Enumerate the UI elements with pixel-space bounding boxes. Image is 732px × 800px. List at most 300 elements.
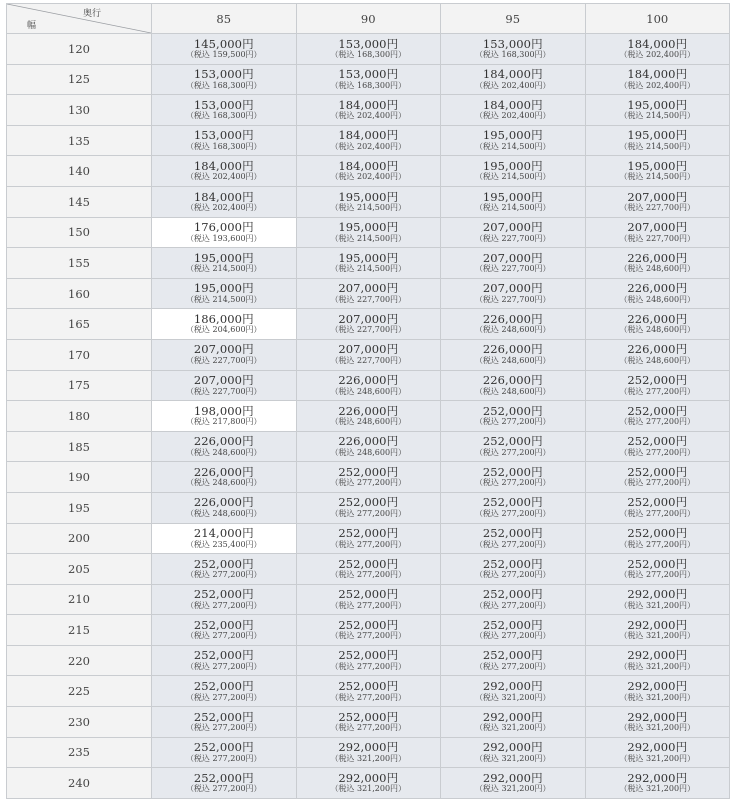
width-cell: 225: [7, 676, 152, 707]
tax-included-text: （税込 227,700円）: [330, 355, 407, 365]
tax-included-text: （税込 235,400円）: [185, 539, 262, 549]
price-text: 252,000円: [627, 403, 688, 418]
price-cell: [152, 156, 297, 187]
price-text: 186,000円: [193, 311, 254, 326]
price-text: 207,000円: [338, 342, 399, 357]
tax-included-text: （税込 277,200円）: [185, 661, 262, 671]
tax-included-text: （税込 248,600円）: [619, 264, 696, 274]
price-text: 252,000円: [338, 526, 399, 541]
price-cell: [152, 95, 297, 126]
table-row: [7, 676, 730, 707]
price-cell: [296, 125, 441, 156]
price-text: 292,000円: [338, 770, 399, 785]
price-text: 195,000円: [627, 97, 688, 112]
tax-included-text: （税込 277,200円）: [185, 753, 262, 763]
tax-included-text: （税込 321,200円）: [474, 784, 551, 794]
price-text: 292,000円: [338, 740, 399, 755]
price-text: 252,000円: [338, 464, 399, 479]
price-cell: [296, 645, 441, 676]
price-text: 184,000円: [193, 158, 254, 173]
tax-included-text: （税込 277,200円）: [474, 631, 551, 641]
width-cell: 135: [7, 125, 152, 156]
tax-included-text: （税込 277,200円）: [474, 570, 551, 580]
price-cell: [441, 768, 586, 799]
price-cell: [152, 615, 297, 646]
price-text: 195,000円: [482, 189, 543, 204]
price-text: 198,000円: [193, 403, 254, 418]
tax-included-text: （税込 227,700円）: [619, 233, 696, 243]
price-text: 184,000円: [627, 36, 688, 51]
tax-included-text: （税込 248,600円）: [185, 508, 262, 518]
tax-included-text: （税込 227,700円）: [619, 203, 696, 213]
price-cell: [152, 492, 297, 523]
price-text: 184,000円: [627, 67, 688, 82]
depth-label: 奥行: [82, 9, 101, 19]
price-text: 195,000円: [338, 220, 399, 235]
table-row: [7, 645, 730, 676]
tax-included-text: （税込 277,200円）: [330, 723, 407, 733]
price-cell: [441, 554, 586, 585]
price-cell: [296, 339, 441, 370]
table-row: [7, 186, 730, 217]
tax-included-text: （税込 321,200円）: [619, 692, 696, 702]
tax-included-text: （税込 168,300円）: [330, 80, 407, 90]
price-text: 153,000円: [338, 36, 399, 51]
price-text: 153,000円: [482, 36, 543, 51]
tax-included-text: （税込 277,200円）: [619, 478, 696, 488]
price-cell: [296, 95, 441, 126]
price-cell: [441, 492, 586, 523]
price-text: 292,000円: [627, 740, 688, 755]
tax-included-text: （税込 277,200円）: [474, 661, 551, 671]
tax-included-text: （税込 277,200円）: [330, 478, 407, 488]
price-text: 184,000円: [338, 97, 399, 112]
price-cell: [585, 64, 730, 95]
price-cell: [585, 34, 730, 65]
price-cell: [296, 676, 441, 707]
tax-included-text: （税込 321,200円）: [619, 661, 696, 671]
price-cell: [441, 645, 586, 676]
price-cell: [585, 462, 730, 493]
price-cell: [441, 615, 586, 646]
price-cell: [585, 492, 730, 523]
price-cell: [296, 401, 441, 432]
tax-included-text: （税込 248,600円）: [619, 325, 696, 335]
price-cell: [441, 186, 586, 217]
tax-included-text: （税込 168,300円）: [185, 141, 262, 151]
table-row: [7, 554, 730, 585]
price-cell: [441, 34, 586, 65]
price-cell: [441, 401, 586, 432]
price-cell: [585, 309, 730, 340]
price-text: 207,000円: [193, 342, 254, 357]
price-text: 226,000円: [627, 311, 688, 326]
price-text: 252,000円: [627, 495, 688, 510]
price-text: 226,000円: [338, 373, 399, 388]
tax-included-text: （税込 277,200円）: [330, 570, 407, 580]
price-text: 226,000円: [482, 342, 543, 357]
width-cell: 155: [7, 248, 152, 279]
price-cell: [585, 615, 730, 646]
tax-included-text: （税込 227,700円）: [185, 355, 262, 365]
price-text: 184,000円: [482, 97, 543, 112]
tax-included-text: （税込 321,200円）: [474, 753, 551, 763]
tax-included-text: （税込 214,500円）: [474, 141, 551, 151]
tax-included-text: （税込 202,400円）: [619, 50, 696, 60]
depth-header: 85: [152, 4, 297, 34]
price-text: 292,000円: [627, 679, 688, 694]
price-cell: [441, 217, 586, 248]
price-text: 184,000円: [193, 189, 254, 204]
width-cell: 180: [7, 401, 152, 432]
tax-included-text: （税込 277,200円）: [185, 784, 262, 794]
tax-included-text: （税込 277,200円）: [185, 600, 262, 610]
price-text: 292,000円: [627, 648, 688, 663]
price-text: 252,000円: [627, 373, 688, 388]
price-text: 252,000円: [482, 556, 543, 571]
tax-included-text: （税込 214,500円）: [619, 141, 696, 151]
tax-included-text: （税込 202,400円）: [330, 141, 407, 151]
price-text: 195,000円: [627, 158, 688, 173]
price-text: 153,000円: [193, 67, 254, 82]
price-text: 207,000円: [482, 250, 543, 265]
tax-included-text: （税込 202,400円）: [330, 111, 407, 121]
price-text: 195,000円: [193, 250, 254, 265]
tax-included-text: （税込 227,700円）: [474, 294, 551, 304]
price-cell: [441, 737, 586, 768]
price-cell: [585, 339, 730, 370]
tax-included-text: （税込 202,400円）: [474, 111, 551, 121]
table-row: [7, 584, 730, 615]
price-cell: [296, 554, 441, 585]
tax-included-text: （税込 248,600円）: [619, 294, 696, 304]
price-cell: [296, 217, 441, 248]
table-row: [7, 431, 730, 462]
price-text: 292,000円: [482, 770, 543, 785]
width-cell: 195: [7, 492, 152, 523]
tax-included-text: （税込 321,200円）: [619, 723, 696, 733]
price-text: 252,000円: [193, 587, 254, 602]
price-text: 292,000円: [627, 770, 688, 785]
table-row: [7, 768, 730, 799]
tax-included-text: （税込 277,200円）: [619, 570, 696, 580]
tax-included-text: （税込 227,700円）: [474, 264, 551, 274]
width-cell: 175: [7, 370, 152, 401]
price-cell: [152, 768, 297, 799]
tax-included-text: （税込 277,200円）: [474, 447, 551, 457]
width-cell: 120: [7, 34, 152, 65]
price-text: 252,000円: [338, 648, 399, 663]
price-text: 145,000円: [193, 36, 254, 51]
price-text: 292,000円: [627, 617, 688, 632]
price-cell: [152, 278, 297, 309]
price-cell: [585, 676, 730, 707]
table-row: [7, 462, 730, 493]
tax-included-text: （税込 202,400円）: [185, 172, 262, 182]
table-row: [7, 401, 730, 432]
tax-included-text: （税込 202,400円）: [619, 80, 696, 90]
price-text: 252,000円: [338, 617, 399, 632]
price-text: 207,000円: [627, 189, 688, 204]
table-row: [7, 523, 730, 554]
price-text: 292,000円: [482, 709, 543, 724]
price-cell: [585, 370, 730, 401]
price-cell: [296, 768, 441, 799]
price-text: 195,000円: [193, 281, 254, 296]
price-cell: [441, 707, 586, 738]
price-text: 252,000円: [193, 679, 254, 694]
tax-included-text: （税込 277,200円）: [619, 447, 696, 457]
tax-included-text: （税込 248,600円）: [474, 355, 551, 365]
price-text: 252,000円: [627, 434, 688, 449]
tax-included-text: （税込 248,600円）: [185, 478, 262, 488]
tax-included-text: （税込 277,200円）: [185, 570, 262, 580]
price-cell: [296, 707, 441, 738]
tax-included-text: （税込 202,400円）: [185, 203, 262, 213]
price-cell: [585, 554, 730, 585]
width-cell: 205: [7, 554, 152, 585]
price-text: 226,000円: [193, 464, 254, 479]
price-text: 214,000円: [193, 526, 254, 541]
width-cell: 235: [7, 737, 152, 768]
tax-included-text: （税込 193,600円）: [185, 233, 262, 243]
price-text: 153,000円: [193, 97, 254, 112]
tax-included-text: （税込 248,600円）: [330, 447, 407, 457]
price-cell: [152, 217, 297, 248]
price-text: 184,000円: [482, 67, 543, 82]
price-text: 153,000円: [193, 128, 254, 143]
tax-included-text: （税込 277,200円）: [330, 631, 407, 641]
price-text: 207,000円: [482, 220, 543, 235]
tax-included-text: （税込 202,400円）: [474, 80, 551, 90]
price-cell: [152, 554, 297, 585]
price-cell: [585, 431, 730, 462]
price-text: 226,000円: [627, 250, 688, 265]
price-cell: [296, 34, 441, 65]
price-cell: [585, 768, 730, 799]
price-cell: [296, 309, 441, 340]
width-cell: 240: [7, 768, 152, 799]
price-text: 252,000円: [193, 617, 254, 632]
price-cell: [152, 339, 297, 370]
tax-included-text: （税込 168,300円）: [185, 111, 262, 121]
tax-included-text: （税込 248,600円）: [330, 417, 407, 427]
price-cell: [152, 34, 297, 65]
depth-header: 100: [585, 4, 730, 34]
price-text: 226,000円: [193, 495, 254, 510]
price-text: 252,000円: [627, 464, 688, 479]
tax-included-text: （税込 227,700円）: [474, 233, 551, 243]
width-cell: 130: [7, 95, 152, 126]
price-text: 207,000円: [193, 373, 254, 388]
tax-included-text: （税込 227,700円）: [330, 325, 407, 335]
price-cell: [296, 584, 441, 615]
price-cell: [152, 370, 297, 401]
price-text: 226,000円: [338, 434, 399, 449]
width-cell: 125: [7, 64, 152, 95]
table-row: [7, 248, 730, 279]
price-table: [6, 3, 730, 799]
price-text: 252,000円: [482, 648, 543, 663]
tax-included-text: （税込 214,500円）: [619, 172, 696, 182]
tax-included-text: （税込 277,200円）: [330, 539, 407, 549]
price-cell: [585, 156, 730, 187]
tax-included-text: （税込 277,200円）: [619, 539, 696, 549]
width-cell: 230: [7, 707, 152, 738]
tax-included-text: （税込 277,200円）: [474, 539, 551, 549]
price-cell: [585, 707, 730, 738]
price-cell: [441, 584, 586, 615]
tax-included-text: （税込 277,200円）: [474, 478, 551, 488]
tax-included-text: （税込 214,500円）: [474, 172, 551, 182]
width-cell: 185: [7, 431, 152, 462]
price-cell: [296, 431, 441, 462]
price-text: 292,000円: [627, 587, 688, 602]
price-cell: [296, 370, 441, 401]
tax-included-text: （税込 159,500円）: [185, 50, 262, 60]
price-cell: [585, 217, 730, 248]
price-cell: [585, 645, 730, 676]
tax-included-text: （税込 277,200円）: [619, 386, 696, 396]
tax-included-text: （税込 277,200円）: [185, 631, 262, 641]
width-label: 幅: [27, 21, 37, 31]
price-text: 292,000円: [482, 740, 543, 755]
tax-included-text: （税込 214,500円）: [330, 203, 407, 213]
table-row: [7, 737, 730, 768]
width-cell: 165: [7, 309, 152, 340]
price-cell: [585, 95, 730, 126]
tax-included-text: （税込 277,200円）: [474, 600, 551, 610]
price-text: 252,000円: [338, 556, 399, 571]
tax-included-text: （税込 214,500円）: [619, 111, 696, 121]
price-cell: [152, 186, 297, 217]
price-text: 226,000円: [627, 281, 688, 296]
price-text: 252,000円: [482, 617, 543, 632]
price-cell: [152, 125, 297, 156]
tax-included-text: （税込 248,600円）: [474, 386, 551, 396]
tax-included-text: （税込 321,200円）: [619, 784, 696, 794]
tax-included-text: （税込 214,500円）: [185, 264, 262, 274]
price-cell: [441, 462, 586, 493]
price-text: 195,000円: [338, 250, 399, 265]
price-cell: [441, 248, 586, 279]
table-row: [7, 64, 730, 95]
table-row: [7, 492, 730, 523]
table-row: [7, 95, 730, 126]
price-text: 207,000円: [338, 281, 399, 296]
price-cell: [152, 431, 297, 462]
price-cell: [296, 156, 441, 187]
width-cell: 215: [7, 615, 152, 646]
tax-included-text: （税込 277,200円）: [474, 508, 551, 518]
width-cell: 145: [7, 186, 152, 217]
price-text: 195,000円: [627, 128, 688, 143]
price-cell: [441, 278, 586, 309]
price-cell: [441, 309, 586, 340]
price-text: 226,000円: [338, 403, 399, 418]
price-text: 252,000円: [482, 587, 543, 602]
width-cell: 150: [7, 217, 152, 248]
price-text: 252,000円: [338, 587, 399, 602]
width-cell: 220: [7, 645, 152, 676]
price-text: 207,000円: [338, 311, 399, 326]
tax-included-text: （税込 248,600円）: [330, 386, 407, 396]
tax-included-text: （税込 202,400円）: [330, 172, 407, 182]
tax-included-text: （税込 227,700円）: [185, 386, 262, 396]
price-cell: [441, 64, 586, 95]
price-cell: [152, 64, 297, 95]
tax-included-text: （税込 321,200円）: [619, 753, 696, 763]
tax-included-text: （税込 248,600円）: [619, 355, 696, 365]
tax-included-text: （税込 321,200円）: [474, 723, 551, 733]
tax-included-text: （税込 321,200円）: [619, 631, 696, 641]
width-cell: 170: [7, 339, 152, 370]
price-text: 184,000円: [338, 158, 399, 173]
tax-included-text: （税込 277,200円）: [185, 723, 262, 733]
price-text: 252,000円: [338, 495, 399, 510]
tax-included-text: （税込 204,600円）: [185, 325, 262, 335]
price-cell: [585, 125, 730, 156]
price-cell: [296, 615, 441, 646]
width-cell: 160: [7, 278, 152, 309]
price-cell: [585, 523, 730, 554]
width-cell: 190: [7, 462, 152, 493]
tax-included-text: （税込 277,200円）: [474, 417, 551, 427]
price-text: 176,000円: [193, 220, 254, 235]
price-cell: [441, 339, 586, 370]
price-cell: [296, 462, 441, 493]
price-cell: [296, 737, 441, 768]
price-cell: [441, 676, 586, 707]
price-text: 153,000円: [338, 67, 399, 82]
price-text: 252,000円: [193, 648, 254, 663]
price-cell: [441, 370, 586, 401]
table-row: [7, 615, 730, 646]
price-text: 252,000円: [338, 709, 399, 724]
price-text: 252,000円: [193, 740, 254, 755]
price-text: 226,000円: [193, 434, 254, 449]
tax-included-text: （税込 214,500円）: [330, 264, 407, 274]
price-text: 252,000円: [338, 679, 399, 694]
tax-included-text: （税込 227,700円）: [330, 294, 407, 304]
table-row: [7, 34, 730, 65]
price-text: 207,000円: [627, 220, 688, 235]
tax-included-text: （税込 248,600円）: [185, 447, 262, 457]
price-text: 195,000円: [482, 158, 543, 173]
price-text: 252,000円: [627, 556, 688, 571]
tax-included-text: （税込 248,600円）: [474, 325, 551, 335]
depth-header: 90: [296, 4, 441, 34]
price-cell: [152, 707, 297, 738]
price-text: 252,000円: [193, 770, 254, 785]
price-cell: [296, 492, 441, 523]
price-cell: [585, 248, 730, 279]
tax-included-text: （税込 214,500円）: [185, 294, 262, 304]
price-text: 252,000円: [482, 526, 543, 541]
price-cell: [585, 584, 730, 615]
tax-included-text: （税込 214,500円）: [474, 203, 551, 213]
price-cell: [152, 645, 297, 676]
price-cell: [152, 523, 297, 554]
table-row: [7, 217, 730, 248]
price-text: 195,000円: [482, 128, 543, 143]
tax-included-text: （税込 321,200円）: [619, 600, 696, 610]
table-row: [7, 707, 730, 738]
tax-included-text: （税込 168,300円）: [185, 80, 262, 90]
price-text: 207,000円: [482, 281, 543, 296]
tax-included-text: （税込 277,200円）: [185, 692, 262, 702]
price-cell: [441, 95, 586, 126]
